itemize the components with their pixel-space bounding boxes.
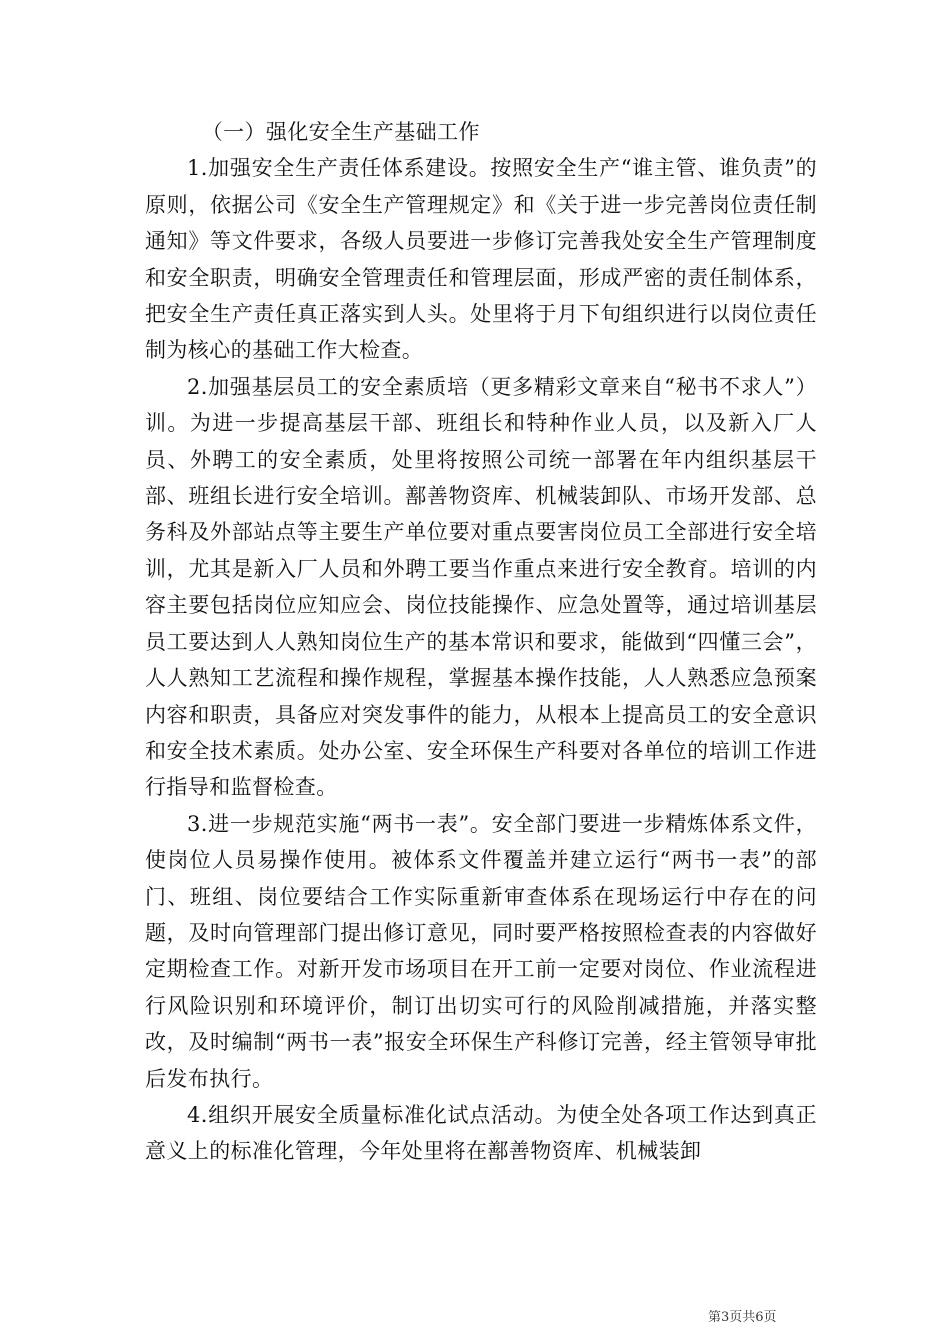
- paragraph-2: 2.加强基层员工的安全素质培（更多精彩文章来自“秘书不求人”）训。为进一步提高基层干部、班组长和特种作业人员，以及新入厂人员、外聘工的安全素质，处里将按照公司统一部署在年内组织基层干部、班组长进行安全培训。鄯善物资库、机械装卸队、市场开发部、总务科及外部站点等主要生产单位要对重点要害岗位员工全部进行安全培训，尤其是新入厂人员和外聘工要当作重点来进行安全教育。培训的内容主要包括岗位应知应会、岗位技能操作、应急处置等，通过培训基层员工要达到人人熟知岗位生产的基本常识和要求，能做到“四懂三会”，人人熟知工艺流程和操作规程，掌握基本操作技能，人人熟悉应急预案内容和职责，具备应对突发事件的能力，从根本上提高员工的安全意识和安全技术素质。处办公室、安全环保生产科要对各单位的培训工作进行指导和监督检查。: [145, 374, 817, 800]
- section-heading: （一）强化安全生产基础工作: [201, 120, 480, 144]
- page-number: 第3页共6页: [708, 1310, 777, 1325]
- paragraph-1: 1.加强安全生产责任体系建设。按照安全生产“谁主管、谁负责”的原则，依据公司《安全生产管理规定》和《关于进一步完善岗位责任制通知》等文件要求，各级人员要进一步修订完善我处安全生产管理制度和安全职责，明确安全管理责任和管理层面，形成严密的责任制体系，把安全生产责任真正落实到人头。处里将于月下旬组织进行以岗位责任制为核心的基础工作大检查。: [145, 156, 817, 363]
- paragraph-3: 3.进一步规范实施“两书一表”。安全部门要进一步精炼体系文件，使岗位人员易操作使用。被体系文件覆盖并建立运行“两书一表”的部门、班组、岗位要结合工作实际重新审查体系在现场运行中存在的问题，及时向管理部门提出修订意见，同时要严格按照检查表的内容做好定期检查工作。对新开发市场项目在开工前一定要对岗位、作业流程进行风险识别和环境评价，制订出切实可行的风险削减措施，并落实整改，及时编制“两书一表”报安全环保生产科修订完善，经主管领导审批后发布执行。: [145, 811, 817, 1091]
- document-body: [145, 114, 817, 1170]
- paragraph-4: 4.组织开展安全质量标准化试点活动。为使全处各项工作达到真正意义上的标准化管理，今年处里将在鄯善物资库、机械装卸: [145, 1102, 817, 1164]
